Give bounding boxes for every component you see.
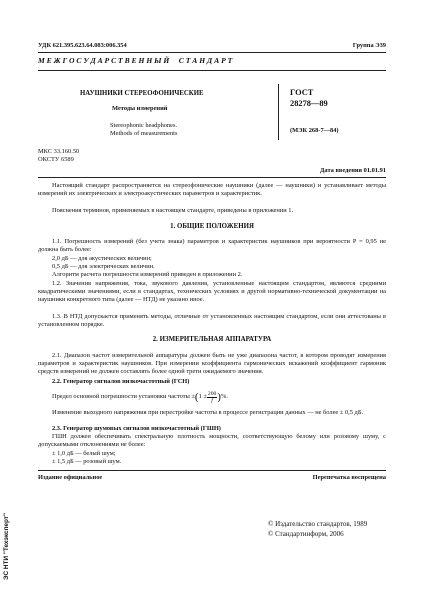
formula-denominator: f <box>211 397 213 404</box>
doc-subtitle: Методы измерений <box>112 105 168 112</box>
frequency-tolerance-formula <box>52 387 228 407</box>
para-1-2: 1.2. Значения напряжения, тока, звукового давления, установленные настоящим стандартом, являются средними квадратическими значениями, если в стандартах, технических условиях и другой нормативно-технической документации на наушники конкретного типа (далее — НТД) не указано иное. <box>38 280 386 304</box>
intro-paragraph-1: Настоящий стандарт распространяется на стереофонические наушники (далее — наушники) и устанавливает методы измерений их электрических и электроакустических параметров и характеристик. <box>38 182 386 198</box>
standard-banner: М Е Ж Г О С У Д А Р С Т В Е Н Н Ы Й С Т А Н Д А Р Т <box>38 56 233 65</box>
gost-label: ГОСТ <box>290 88 314 97</box>
header-rule-bottom <box>38 70 386 71</box>
effective-date-label: Дата введения <box>320 167 363 174</box>
para-1-1-item-3: Алгоритм расчета погрешности измерений приведен в приложении 2. <box>52 271 243 278</box>
formula-open-paren: ( <box>194 390 199 403</box>
effective-date-value: 01.01.91 <box>363 167 386 174</box>
para-1-1-item-1: 2,0 дБ — для акустических величин; <box>52 255 152 262</box>
gost-number: 28278—89 <box>290 99 328 108</box>
mks-code: МКС 33.160.50 <box>38 148 80 155</box>
title-en-line1: Stereophonic headphones. <box>110 122 178 129</box>
para-2-1: 2.1. Диапазон частот измерительной аппаратуры должен быть не уже диапазона частот, в котором проводят измерения параметров и характеристик наушников. При измерении коэффициента гармонических искажений коэффициент гармоник средств измерений не должен составлять более одной трети ожидаемого значения. <box>38 352 386 376</box>
title-divider <box>278 84 279 140</box>
formula-prefix: Предел основной погрешности установки частоты ± <box>52 392 195 400</box>
para-2-2-note: Изменение выходного напряжения при перестройке частоты в процессе регистрации данных — не более ± 0,5 дБ. <box>52 409 364 416</box>
official-edition-label: Издание официальное <box>38 474 103 481</box>
para-1-1-item-2: 0,5 дБ — для электрических величин. <box>52 263 155 270</box>
copyright-2006: © Стандартинформ, 2006 <box>268 530 344 538</box>
formula-close-paren: ) <box>217 390 221 403</box>
udk-code: УДК 621.395.623.64.083:006.354 <box>38 42 127 49</box>
section-2-heading: 2. ИЗМЕРИТЕЛЬНАЯ АППАРАТУРА <box>152 336 272 343</box>
okstu-code: ОКСТУ 6589 <box>38 156 74 163</box>
reprint-prohibited-label: Перепечатка воспрещена <box>312 474 386 481</box>
doc-title: НАУШНИКИ СТЕРЕОФОНИЧЕСКИЕ <box>80 90 204 97</box>
intro-paragraph-2: Пояснения терминов, применяемых в настоящем стандарте, приведены в приложении 1. <box>52 207 294 214</box>
iec-reference: (МЭК 268-7—84) <box>290 127 339 134</box>
footer-rule <box>38 470 386 471</box>
formula-numerator: 200 <box>207 390 217 397</box>
para-2-3-heading: 2.3. Генератор шумовых сигналов низкочастотный (ГШН) <box>52 425 221 432</box>
para-1-3: 1.3. В НТД допускается применять методы, отличные от установленных настоящим стандартом, если они аттестованы в установленном порядке. <box>38 313 386 329</box>
noise-tolerance-pink: ± 1,5 дБ — розовый шум. <box>52 458 122 465</box>
effective-date <box>320 167 386 175</box>
formula-one: 1 ± <box>198 392 207 400</box>
formula-suffix: %. <box>220 392 228 400</box>
para-2-2-heading: 2.2. Генератор сигналов низкочастотный (ГСН) <box>52 378 190 385</box>
para-1-1: 1.1. Погрешность измерений (без учета знака) параметров и характеристик наушников при вероятности P = 0,95 не должна быть более: <box>38 238 386 254</box>
para-2-3: ГШН должен обеспечивать спектральную плотность мощности, соответствующую белому или розовому шуму, с допускаемыми отклонениями не более: <box>38 433 386 449</box>
title-en-line2: Methods of measurements <box>110 130 178 137</box>
section-1-heading: 1. ОБЩИЕ ПОЛОЖЕНИЯ <box>170 223 254 230</box>
side-stamp-text: ЭС НТИ "Техэксперт" <box>3 513 10 580</box>
side-stamp <box>3 470 15 580</box>
formula-fraction <box>207 391 217 404</box>
header-rule-top <box>38 52 386 53</box>
group-code: Группа Э39 <box>352 42 386 49</box>
copyright-1989: © Издательство стандартов, 1989 <box>268 520 368 528</box>
noise-tolerance-white: ± 1,0 дБ — белый шум; <box>52 450 116 457</box>
title-block-rule <box>38 177 386 178</box>
